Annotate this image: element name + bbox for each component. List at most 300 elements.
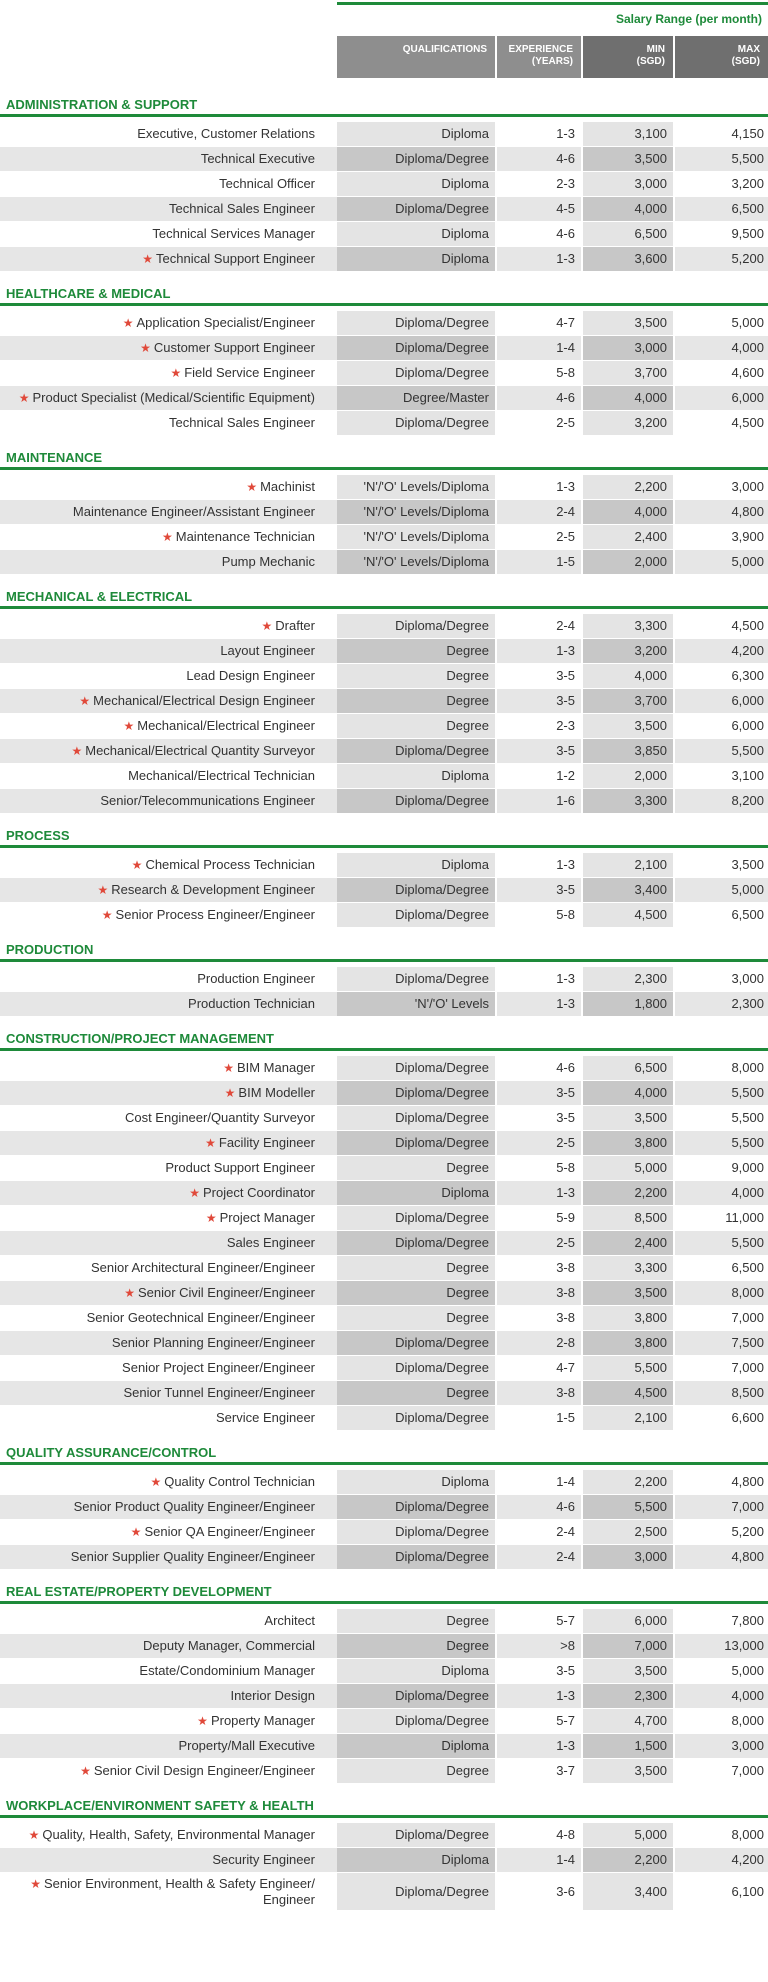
qualification-cell: Diploma xyxy=(337,1848,495,1872)
qualification-cell: 'N'/'O' Levels xyxy=(337,992,495,1016)
experience-cell: 4-6 xyxy=(556,1060,575,1075)
job-title: Quality Control Technician xyxy=(164,1474,315,1489)
section-rows xyxy=(0,1051,768,1431)
table-row xyxy=(0,1495,768,1520)
experience-cell: 2-4 xyxy=(556,618,575,633)
job-title: Product Specialist (Medical/Scientific Equipment) xyxy=(32,390,315,405)
table-row xyxy=(0,336,768,361)
salary-max-cell: 5,500 xyxy=(675,1081,768,1105)
job-title: Service Engineer xyxy=(216,1410,315,1425)
job-title-cell xyxy=(0,1709,337,1733)
star-icon: ★ xyxy=(124,1286,135,1300)
qualification-cell: Diploma/Degree xyxy=(337,336,495,360)
job-title: Facility Engineer xyxy=(218,1135,315,1150)
experience-cell: 2-5 xyxy=(556,415,575,430)
job-title: Mechanical/Electrical Quantity Surveyor xyxy=(85,743,315,758)
star-icon: ★ xyxy=(122,316,134,330)
job-title: Executive, Customer Relations xyxy=(137,126,315,141)
job-title: Production Technician xyxy=(188,996,315,1011)
experience-cell: 3-5 xyxy=(556,1663,575,1678)
qualification-cell: Diploma/Degree xyxy=(337,1495,495,1519)
job-title-cell xyxy=(0,1759,337,1783)
table-row xyxy=(0,1873,768,1911)
max-sub-label: (SGD) xyxy=(731,56,760,67)
column-header-min xyxy=(583,36,673,78)
star-icon: ★ xyxy=(142,252,153,266)
salary-min-cell: 7,000 xyxy=(583,1634,673,1658)
experience-cell: 1-5 xyxy=(497,550,581,574)
salary-min-cell: 6,500 xyxy=(583,222,673,246)
salary-min-cell: 2,300 xyxy=(583,1684,673,1708)
star-icon: ★ xyxy=(79,694,91,708)
salary-max-cell: 6,500 xyxy=(731,907,764,922)
job-title-cell xyxy=(0,222,337,246)
job-title-cell xyxy=(0,1684,337,1708)
salary-max-cell: 11,000 xyxy=(725,1210,764,1225)
experience-cell: 4-8 xyxy=(556,1827,575,1842)
section xyxy=(0,1021,768,1435)
experience-cell: 5-8 xyxy=(556,365,575,380)
salary-min-cell: 2,400 xyxy=(583,525,673,549)
job-title: Research & Development Engineer xyxy=(111,882,315,897)
job-title-cell xyxy=(0,500,337,524)
salary-max-cell: 5,500 xyxy=(675,1231,768,1255)
salary-max-cell: 4,800 xyxy=(675,500,768,524)
experience-cell: 4-6 xyxy=(497,147,581,171)
salary-max-cell: 8,000 xyxy=(731,1060,764,1075)
salary-max-cell: 5,000 xyxy=(675,878,768,902)
max-label: MAX xyxy=(737,44,760,55)
table-row xyxy=(0,1231,768,1256)
star-icon: ★ xyxy=(205,1211,217,1225)
salary-min-cell: 3,000 xyxy=(583,172,673,196)
table-row xyxy=(0,311,768,336)
salary-max-cell: 4,150 xyxy=(731,126,764,141)
experience-cell: 3-8 xyxy=(556,1260,575,1275)
experience-cell: 3-8 xyxy=(556,1310,575,1325)
experience-cell: 5-8 xyxy=(556,1160,575,1175)
salary-min-cell: 3,000 xyxy=(583,1545,673,1569)
qualification-cell: Diploma/Degree xyxy=(337,1684,495,1708)
job-title: Architect xyxy=(264,1613,315,1628)
salary-min-cell: 8,500 xyxy=(583,1206,673,1230)
job-title: Mechanical/Electrical Technician xyxy=(128,768,315,783)
job-title-cell xyxy=(0,714,337,738)
salary-range-title: Salary Range (per month) xyxy=(615,12,762,26)
job-title-cell xyxy=(0,664,337,688)
star-icon: ★ xyxy=(101,908,113,922)
job-title-cell xyxy=(0,764,337,788)
table-row xyxy=(0,1281,768,1306)
experience-cell: 3-5 xyxy=(556,1110,575,1125)
table-row xyxy=(0,361,768,386)
job-title: Chemical Process Technician xyxy=(145,857,315,872)
salary-min-cell: 4,000 xyxy=(583,197,673,221)
experience-cell: 2-4 xyxy=(556,1524,575,1539)
experience-cell: 3-5 xyxy=(556,668,575,683)
salary-min-cell: 3,700 xyxy=(583,689,673,713)
section xyxy=(0,932,768,1021)
star-icon: ★ xyxy=(30,1877,42,1891)
experience-cell: 3-5 xyxy=(497,739,581,763)
qualification-cell: 'N'/'O' Levels/Diploma xyxy=(337,500,495,524)
job-title-cell xyxy=(0,1659,337,1683)
qualification-cell: Degree xyxy=(337,1256,495,1280)
qualification-cell: Diploma/Degree xyxy=(337,1709,495,1733)
table-row xyxy=(0,1406,768,1431)
table-row xyxy=(0,386,768,411)
section-rows xyxy=(0,1465,768,1570)
table-row xyxy=(0,1709,768,1734)
experience-cell: 1-3 xyxy=(497,247,581,271)
salary-max-cell: 4,800 xyxy=(675,1545,768,1569)
job-title-cell xyxy=(0,878,337,902)
job-title-cell xyxy=(0,336,337,360)
qualification-cell: Diploma/Degree xyxy=(337,903,495,927)
section-rows xyxy=(0,962,768,1017)
section-title: QUALITY ASSURANCE/CONTROL xyxy=(0,1435,768,1465)
salary-min-cell: 3,500 xyxy=(583,1106,673,1130)
job-title: Senior QA Engineer/Engineer xyxy=(144,1524,315,1539)
table-row xyxy=(0,1106,768,1131)
salary-min-cell: 3,200 xyxy=(583,639,673,663)
job-title: Senior Planning Engineer/Engineer xyxy=(111,1335,315,1350)
salary-max-cell: 6,000 xyxy=(675,386,768,410)
job-title: Senior Civil Design Engineer/Engineer xyxy=(93,1763,315,1778)
job-title-cell xyxy=(0,197,337,221)
table-row xyxy=(0,1256,768,1281)
salary-max-cell: 5,500 xyxy=(731,1110,764,1125)
star-icon: ★ xyxy=(80,1764,91,1778)
section-rows xyxy=(0,1818,768,1911)
table-row xyxy=(0,1470,768,1495)
experience-cell: 4-7 xyxy=(556,1360,575,1375)
job-title: Pump Mechanic xyxy=(221,554,315,569)
qualification-cell: Degree xyxy=(337,1759,495,1783)
star-icon: ★ xyxy=(150,1475,162,1489)
salary-min-cell: 5,000 xyxy=(583,1156,673,1180)
table-row xyxy=(0,664,768,689)
experience-cell: 5-8 xyxy=(556,907,575,922)
salary-min-cell: 4,500 xyxy=(583,1381,673,1405)
table-row xyxy=(0,550,768,575)
star-icon: ★ xyxy=(18,391,30,405)
experience-cell: >8 xyxy=(497,1634,581,1658)
job-title-cell xyxy=(0,689,337,713)
experience-cell: 1-6 xyxy=(497,789,581,813)
section-rows xyxy=(0,306,768,436)
table-row xyxy=(0,1545,768,1570)
table-row xyxy=(0,147,768,172)
qualification-cell: Diploma/Degree xyxy=(337,1331,495,1355)
qualification-cell: Diploma/Degree xyxy=(337,1106,495,1130)
job-title: Technical Services Manager xyxy=(152,226,315,241)
salary-max-cell: 7,000 xyxy=(675,1495,768,1519)
job-title-cell xyxy=(0,1520,337,1544)
table-row xyxy=(0,739,768,764)
star-icon: ★ xyxy=(197,1714,208,1728)
experience-cell: 1-3 xyxy=(497,639,581,663)
table-row xyxy=(0,122,768,147)
job-title-cell xyxy=(0,1081,337,1105)
salary-max-cell: 4,500 xyxy=(731,618,764,633)
job-title-cell xyxy=(0,311,337,335)
job-title: Quality, Health, Safety, Environmental Manager xyxy=(42,1827,315,1842)
qualification-cell: Degree xyxy=(337,1281,495,1305)
salary-min-cell: 2,000 xyxy=(583,764,673,788)
qualification-cell: 'N'/'O' Levels/Diploma xyxy=(337,525,495,549)
job-title: Product Support Engineer xyxy=(165,1160,315,1175)
salary-max-cell: 5,500 xyxy=(675,147,768,171)
job-title-cell xyxy=(0,1381,337,1405)
star-icon: ★ xyxy=(123,719,135,733)
job-title-cell xyxy=(0,1634,337,1658)
job-title-cell xyxy=(0,172,337,196)
salary-min-cell: 3,300 xyxy=(583,614,673,638)
salary-min-cell: 4,000 xyxy=(583,500,673,524)
qualification-cell: Diploma/Degree xyxy=(337,1406,495,1430)
salary-max-cell: 6,500 xyxy=(675,197,768,221)
experience-cell: 5-7 xyxy=(556,1713,575,1728)
salary-max-cell: 5,000 xyxy=(731,1663,764,1678)
salary-max-cell: 3,500 xyxy=(731,857,764,872)
job-title-cell xyxy=(0,1181,337,1205)
experience-cell: 1-4 xyxy=(497,336,581,360)
salary-max-cell: 8,000 xyxy=(675,1281,768,1305)
salary-max-cell: 6,500 xyxy=(731,1260,764,1275)
salary-min-cell: 2,100 xyxy=(583,1406,673,1430)
job-title-cell xyxy=(0,411,337,435)
salary-max-cell: 4,800 xyxy=(731,1474,764,1489)
salary-max-cell: 6,100 xyxy=(731,1884,764,1899)
section xyxy=(0,1788,768,1915)
qualification-cell: Diploma/Degree xyxy=(337,311,495,335)
section xyxy=(0,87,768,276)
salary-min-cell: 3,400 xyxy=(583,1873,673,1910)
table-row xyxy=(0,639,768,664)
job-title-cell xyxy=(0,639,337,663)
job-title: Senior Product Quality Engineer/Engineer xyxy=(73,1499,315,1514)
qualification-cell: Degree xyxy=(337,1381,495,1405)
section-title: ADMINISTRATION & SUPPORT xyxy=(0,87,768,117)
table-row xyxy=(0,1759,768,1784)
salary-min-cell: 3,500 xyxy=(583,147,673,171)
job-title-cell xyxy=(0,1470,337,1494)
job-title: Senior Geotechnical Engineer/Engineer xyxy=(86,1310,315,1325)
section xyxy=(0,440,768,579)
section-title: MECHANICAL & ELECTRICAL xyxy=(0,579,768,609)
column-header-experience xyxy=(497,36,581,78)
job-title: Estate/Condominium Manager xyxy=(139,1663,315,1678)
table-row xyxy=(0,525,768,550)
experience-cell: 1-3 xyxy=(556,971,575,986)
qualification-cell: Diploma xyxy=(337,172,495,196)
job-title: Deputy Manager, Commercial xyxy=(143,1638,315,1653)
qualification-cell: Diploma/Degree xyxy=(337,411,495,435)
salary-min-cell: 4,000 xyxy=(583,1081,673,1105)
star-icon: ★ xyxy=(223,1061,234,1075)
job-title-cell xyxy=(0,247,337,271)
job-title: Technical Support Engineer xyxy=(156,251,315,266)
job-title: Technical Executive xyxy=(200,151,315,166)
experience-cell: 3-8 xyxy=(497,1381,581,1405)
salary-max-cell: 6,000 xyxy=(731,718,764,733)
salary-table xyxy=(0,87,768,1915)
salary-max-cell: 6,600 xyxy=(731,1410,764,1425)
experience-cell: 2-3 xyxy=(556,718,575,733)
experience-cell: 4-6 xyxy=(497,1495,581,1519)
star-icon: ★ xyxy=(140,341,151,355)
job-title-cell xyxy=(0,1281,337,1305)
salary-max-cell: 4,600 xyxy=(731,365,764,380)
experience-cell: 1-3 xyxy=(556,479,575,494)
salary-min-cell: 2,200 xyxy=(583,1848,673,1872)
job-title-cell xyxy=(0,853,337,877)
experience-cell: 1-4 xyxy=(556,1474,575,1489)
salary-min-cell: 2,200 xyxy=(583,1470,673,1494)
experience-cell: 3-7 xyxy=(556,1763,575,1778)
experience-cell: 3-5 xyxy=(497,878,581,902)
table-row xyxy=(0,411,768,436)
salary-max-cell: 6,000 xyxy=(675,689,768,713)
qualification-cell: Diploma xyxy=(337,247,495,271)
job-title: BIM Modeller xyxy=(238,1085,315,1100)
table-row xyxy=(0,1659,768,1684)
qualification-cell: Diploma/Degree xyxy=(337,789,495,813)
salary-min-cell: 3,600 xyxy=(583,247,673,271)
section-rows xyxy=(0,609,768,814)
qualification-cell: Degree xyxy=(337,664,495,688)
job-title-cell xyxy=(0,992,337,1016)
table-row xyxy=(0,1823,768,1848)
job-title: Production Engineer xyxy=(197,971,315,986)
salary-min-cell: 3,700 xyxy=(583,361,673,385)
job-title: Property/Mall Executive xyxy=(178,1738,315,1753)
job-title-cell xyxy=(0,386,337,410)
salary-min-cell: 3,300 xyxy=(583,1256,673,1280)
job-title-cell xyxy=(0,1331,337,1355)
job-title: Interior Design xyxy=(230,1688,315,1703)
job-title-cell xyxy=(0,1306,337,1330)
table-row xyxy=(0,1609,768,1634)
salary-max-cell: 7,000 xyxy=(731,1310,764,1325)
salary-min-cell: 5,500 xyxy=(583,1356,673,1380)
table-row xyxy=(0,1056,768,1081)
salary-max-cell: 4,500 xyxy=(731,415,764,430)
salary-min-cell: 3,500 xyxy=(583,1759,673,1783)
table-row xyxy=(0,853,768,878)
table-row xyxy=(0,714,768,739)
table-row xyxy=(0,1131,768,1156)
section-title: REAL ESTATE/PROPERTY DEVELOPMENT xyxy=(0,1574,768,1604)
salary-min-cell: 3,100 xyxy=(583,122,673,146)
experience-cell: 1-3 xyxy=(497,1734,581,1758)
experience-cell: 3-6 xyxy=(556,1884,575,1899)
job-title: Senior/Telecommunications Engineer xyxy=(100,793,315,808)
salary-max-cell: 7,800 xyxy=(731,1613,764,1628)
job-title: Senior Environment, Health & Safety Engineer/ Engineer xyxy=(44,1876,315,1907)
job-title-cell xyxy=(0,1131,337,1155)
table-row xyxy=(0,1331,768,1356)
experience-cell: 2-3 xyxy=(556,176,575,191)
table-row xyxy=(0,247,768,272)
experience-cell: 2-8 xyxy=(497,1331,581,1355)
section xyxy=(0,276,768,440)
salary-min-cell: 2,200 xyxy=(583,1181,673,1205)
job-title-cell xyxy=(0,1356,337,1380)
experience-cell: 1-3 xyxy=(497,1181,581,1205)
qualification-cell: Diploma/Degree xyxy=(337,147,495,171)
qualification-cell: Diploma xyxy=(337,122,495,146)
salary-min-cell: 2,100 xyxy=(583,853,673,877)
experience-cell: 1-3 xyxy=(556,857,575,872)
section xyxy=(0,1435,768,1574)
job-title-cell xyxy=(0,361,337,385)
star-icon: ★ xyxy=(71,744,83,758)
qualification-cell: Diploma/Degree xyxy=(337,1056,495,1080)
section xyxy=(0,579,768,818)
salary-min-cell: 3,500 xyxy=(583,311,673,335)
salary-max-cell: 4,000 xyxy=(675,1684,768,1708)
star-icon: ★ xyxy=(246,480,258,494)
min-sub-label: (SGD) xyxy=(636,56,665,67)
salary-max-cell: 5,500 xyxy=(675,739,768,763)
section-title: CONSTRUCTION/PROJECT MANAGEMENT xyxy=(0,1021,768,1051)
salary-max-cell: 13,000 xyxy=(675,1634,768,1658)
experience-cell: 1-2 xyxy=(556,768,575,783)
experience-cell: 4-6 xyxy=(497,386,581,410)
qualification-cell: Diploma xyxy=(337,853,495,877)
experience-cell: 2-5 xyxy=(497,1231,581,1255)
experience-cell: 4-7 xyxy=(556,315,575,330)
qualification-cell: 'N'/'O' Levels/Diploma xyxy=(337,475,495,499)
qualification-cell: Diploma xyxy=(337,1734,495,1758)
star-icon: ★ xyxy=(28,1828,40,1842)
salary-max-cell: 5,000 xyxy=(731,315,764,330)
job-title: Project Coordinator xyxy=(203,1185,315,1200)
table-row xyxy=(0,1520,768,1545)
salary-max-cell: 8,200 xyxy=(675,789,768,813)
table-row xyxy=(0,222,768,247)
min-label: MIN xyxy=(646,44,665,55)
job-title-cell xyxy=(0,967,337,991)
salary-min-cell: 4,000 xyxy=(583,386,673,410)
salary-max-cell: 3,000 xyxy=(731,479,764,494)
section-title: HEALTHCARE & MEDICAL xyxy=(0,276,768,306)
salary-max-cell: 5,200 xyxy=(731,1524,764,1539)
salary-max-cell: 8,000 xyxy=(731,1713,764,1728)
table-row xyxy=(0,1848,768,1873)
star-icon: ★ xyxy=(130,1525,142,1539)
job-title: Maintenance Technician xyxy=(175,529,315,544)
experience-cell: 5-7 xyxy=(556,1613,575,1628)
job-title: Property Manager xyxy=(210,1713,315,1728)
job-title-cell xyxy=(0,550,337,574)
salary-min-cell: 5,500 xyxy=(583,1495,673,1519)
job-title: Senior Process Engineer/Engineer xyxy=(115,907,315,922)
job-title: Project Manager xyxy=(219,1210,315,1225)
section-rows xyxy=(0,848,768,928)
experience-cell: 3-8 xyxy=(497,1281,581,1305)
qualification-cell: Diploma/Degree xyxy=(337,1545,495,1569)
salary-min-cell: 3,800 xyxy=(583,1131,673,1155)
experience-cell: 1-3 xyxy=(497,992,581,1016)
section-title: PROCESS xyxy=(0,818,768,848)
job-title: BIM Manager xyxy=(236,1060,315,1075)
salary-max-cell: 7,500 xyxy=(675,1331,768,1355)
salary-max-cell: 4,000 xyxy=(675,1181,768,1205)
salary-min-cell: 3,500 xyxy=(583,1659,673,1683)
